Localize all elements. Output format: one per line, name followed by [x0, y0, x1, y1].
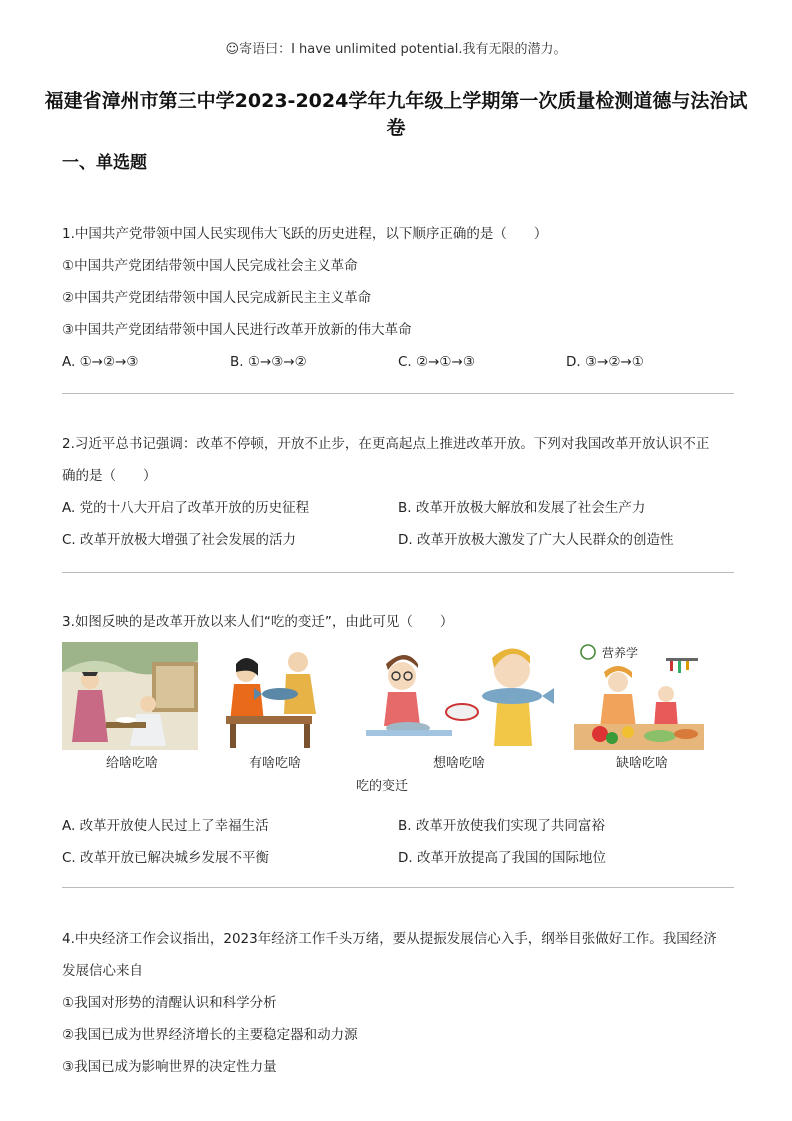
question-stem: 4.中央经济工作会议指出，2023年经济工作千头万绪，要从提振发展信心入手，纲举目张做好工作。我国经济 — [62, 931, 717, 947]
statement-item: ②中国共产党团结带领中国人民完成新民主主义革命 — [62, 290, 372, 306]
caption-1: 给啥吃啥 — [105, 756, 158, 771]
option-c[interactable]: C. 改革开放已解决城乡发展不平衡 — [62, 850, 270, 866]
divider — [62, 393, 734, 394]
option-c[interactable]: C. ②→①→③ — [398, 354, 475, 370]
statement-item: ①我国对形势的清醒认识和科学分析 — [62, 995, 277, 1011]
question-stem: 1.中国共产党带领中国人民实现伟大飞跃的历史进程，以下顺序正确的是（ ） — [62, 226, 548, 242]
option-b[interactable]: B. ①→③→② — [230, 354, 307, 370]
question-3-options — [62, 810, 734, 874]
option-d[interactable]: D. ③→②→① — [566, 354, 644, 370]
divider — [62, 572, 734, 573]
caption-4: 缺啥吃啥 — [615, 756, 668, 771]
option-b[interactable]: B. 改革开放极大解放和发展了社会生产力 — [398, 500, 646, 516]
option-a[interactable]: A. ①→②→③ — [62, 354, 139, 370]
question-stem-continued: 确的是（ ） — [62, 468, 157, 484]
panel-label: 营养学 — [602, 646, 639, 660]
question-stem-continued: 发展信心来自 — [62, 963, 143, 979]
question-1 — [62, 218, 734, 378]
question-2 — [62, 428, 734, 556]
question-stem: 3.如图反映的是改革开放以来人们“吃的变迁”，由此可见（ ） — [62, 614, 454, 630]
option-a[interactable]: A. 改革开放使人民过上了幸福生活 — [62, 818, 269, 834]
option-c[interactable]: C. 改革开放极大增强了社会发展的活力 — [62, 532, 297, 548]
illustration-title: 吃的变迁 — [355, 779, 408, 794]
panel-table-image — [206, 642, 342, 750]
option-b[interactable]: B. 改革开放使我们实现了共同富裕 — [398, 818, 605, 834]
caption-3: 想啥吃啥 — [432, 756, 485, 771]
options-row — [62, 492, 734, 524]
question-3 — [62, 606, 734, 638]
panel-nutrition-image — [574, 642, 704, 750]
panel-fish-image — [362, 642, 562, 750]
options-row — [62, 346, 734, 378]
divider — [62, 887, 734, 888]
options-row — [62, 524, 734, 556]
option-d[interactable]: D. 改革开放提高了我国的国际地位 — [398, 850, 606, 866]
section-heading: 一、单选题 — [62, 153, 147, 173]
exam-title: 福建省漳州市第三中学2023-2024学年九年级上学期第一次质量检测道德与法治试卷 — [44, 90, 748, 139]
option-a[interactable]: A. 党的十八大开启了改革开放的历史征程 — [62, 500, 310, 516]
motto-line: ☺寄语曰：I have unlimited potential.我有无限的潜力。 — [225, 42, 567, 57]
statement-item: ②我国已成为世界经济增长的主要稳定器和动力源 — [62, 1027, 358, 1043]
statement-item: ③中国共产党团结带领中国人民进行改革开放新的伟大革命 — [62, 322, 412, 338]
question-stem: 2.习近平总书记强调：改革不停顿，开放不止步，在更高起点上推进改革开放。下列对我国改革开放认识不正 — [62, 436, 710, 452]
option-d[interactable]: D. 改革开放极大激发了广大人民群众的创造性 — [398, 532, 674, 548]
food-change-illustration — [62, 642, 734, 800]
statement-item: ①中国共产党团结带领中国人民完成社会主义革命 — [62, 258, 358, 274]
panel-traditional-image — [62, 642, 198, 750]
options-row — [62, 842, 734, 874]
options-row — [62, 810, 734, 842]
question-4 — [62, 923, 734, 1083]
statement-item: ③我国已成为影响世界的决定性力量 — [62, 1059, 277, 1075]
caption-2: 有啥吃啥 — [248, 756, 301, 771]
